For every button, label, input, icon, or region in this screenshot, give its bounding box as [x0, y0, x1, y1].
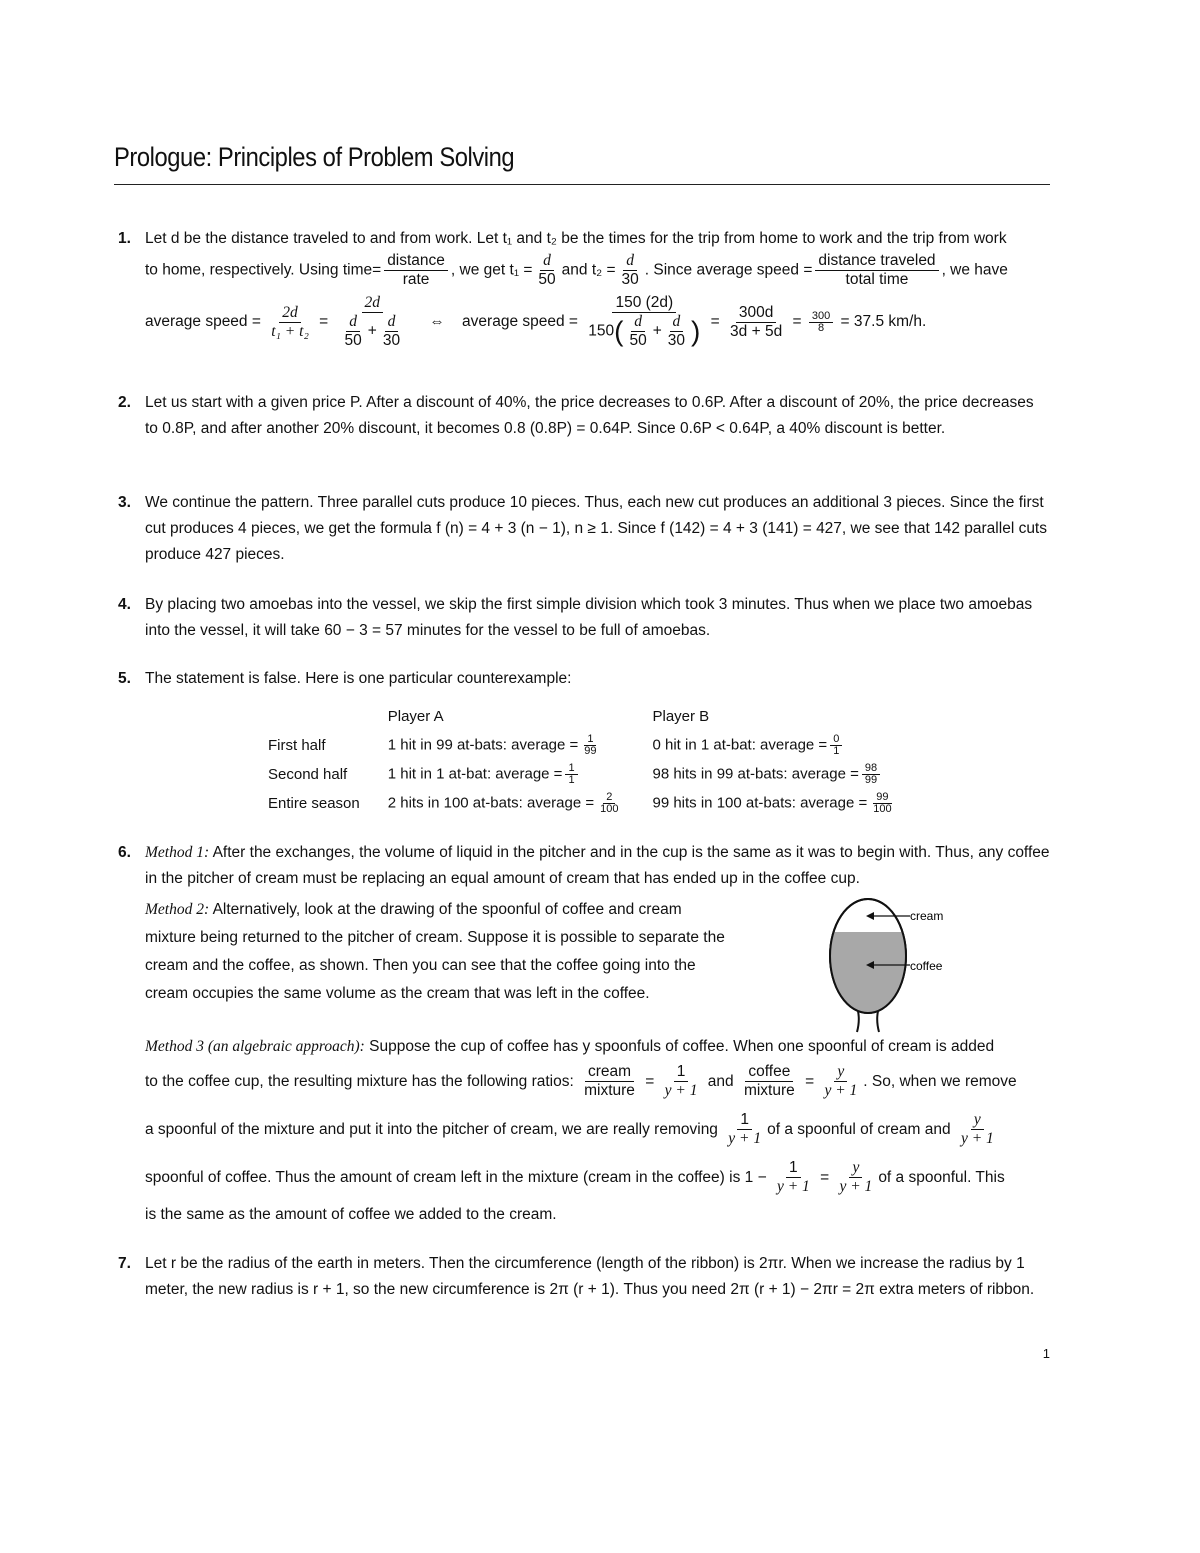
fraction: $\frac{y}{y + 1}$: [824, 1063, 858, 1100]
problem-number: 4.: [118, 596, 131, 613]
coffee-fill: [828, 932, 908, 1022]
problem-1: [118, 226, 1050, 252]
method-3-line5: is the same as the amount of coffee we added to the cream.: [145, 1206, 557, 1223]
problem-4: [118, 592, 1050, 644]
fraction: 150 (2d) 150( $\frac{d}{50}$ + $\frac{d}{30}$ ): [588, 294, 701, 349]
problem-7-text: Let r be the radius of the earth in meters. Then the circumference (length of the ribbon) is 2πr. When we increase the radius by 1 meter, the new radius is r + 1, so the new circumference is 2π (r + 1). Thus you need 2π (r + 1) − 2πr = 2π extra meters of ribbon.: [145, 1255, 1035, 1298]
row-label: Second half: [268, 766, 348, 783]
cream-label: cream: [910, 909, 944, 923]
column-header: Player A: [387, 708, 444, 725]
fraction: $\frac{\text{coffee}}{\text{mixture}}$: [743, 1063, 795, 1100]
problem-number: 6.: [118, 844, 131, 861]
method-label: Method 2:: [145, 901, 210, 918]
fraction: $\frac{2d}{\text{t₁ + t₂}}$: [271, 303, 309, 340]
method-3-line4: spoonful of coffee. Thus the amount of cream left in the mixture (cream in the coffee) is 1 − $\frac{1}{y + 1}$ = $\frac{y}{y + 1}$ of a spoonful. This: [145, 1159, 1005, 1196]
method-3-line2: to the coffee cup, the resulting mixture has the following ratios: $\frac{\text{cream}}{\text{mixture}}$ = $\frac{1}{y + 1}$ and $\frac{\text{coffee}}{\text{mixture}}$ = $\frac{y}{y + 1}$ . So, when we remove: [145, 1063, 1017, 1100]
table-row: First half 1 hit in 99 at-bats: average = $\frac{1}{99}$ 0 hit in 1 at-bat: average = $\frac{0}{1}$: [268, 731, 926, 760]
coffee-label: coffee: [910, 959, 943, 973]
problem-number: 7.: [118, 1255, 131, 1272]
fraction: $\frac{1}{y + 1}$: [728, 1111, 762, 1148]
problem-3-text: We continue the pattern. Three parallel cuts produce 10 pieces. Thus, each new cut produces an additional 3 pieces. Since the first cut produces 4 pieces, we get the formula f (n) = 4 + 3 (n − 1), n ≥ 1. Since f (142) = 4 + 3 (141) = 427, we see that 142 parallel cuts produce 427 pieces.: [145, 494, 1047, 563]
problem-5-text: The statement is false. Here is one particular counterexample:: [145, 670, 572, 687]
problem-5: [118, 666, 1050, 692]
fraction: $\frac{d}{30}$: [621, 252, 639, 288]
fraction: $\frac{y}{y + 1}$: [839, 1159, 873, 1196]
spoon-handle: [857, 1011, 879, 1032]
fraction: $\frac{\text{distance traveled}}{\text{total time}}$: [815, 252, 938, 289]
problem-number: 5.: [118, 670, 131, 687]
problem-number: 3.: [118, 494, 131, 511]
fraction: $\frac{300}{8}$: [809, 311, 833, 334]
problem-6: 6. Method 1: After the exchanges, the volume of liquid in the pitcher and in the cup is the same as it was to begin with. Thus, any coffee in the pitcher of cream must be replacing an equal amount of cream that has ended up in the coffee cup.: [145, 840, 1050, 892]
batting-table: [268, 702, 926, 818]
problem-4-text: By placing two amoebas into the vessel, we skip the first simple division which took 3 minutes. Thus when we place two amoebas into the vessel, it will take 60 − 3 = 57 minutes for the vessel to be full of amoebas.: [145, 596, 1033, 639]
fraction: $\frac{1}{y + 1}$: [776, 1159, 810, 1196]
problem-number: 2.: [118, 394, 131, 411]
row-label: First half: [268, 737, 326, 754]
equivalence-symbol: ⇔: [429, 313, 445, 331]
fraction: 2d $\frac{d}{50}$ + $\frac{d}{30}$: [344, 294, 401, 349]
table-header-row: [268, 702, 926, 731]
method-3-line1: Method 3 (an algebraic approach): Suppose the cup of coffee has y spoonfuls of coffee. When one spoonful of cream is added: [145, 1038, 995, 1055]
fraction: $\frac{y}{y + 1}$: [960, 1111, 994, 1148]
problem-2: [118, 390, 1050, 442]
page-number: 1: [1042, 1346, 1050, 1361]
method-2-text: Method 2: Alternatively, look at the drawing of the spoonful of coffee and cream mixture being returned to the pitcher of cream. Suppose it is possible to separate the cream and the coffee, as shown. Then you can see that the coffee going into the cream occupies the same volume as the cream that was left in the coffee.: [145, 901, 725, 1002]
problem-7: [118, 1251, 1050, 1303]
table-row: Second half 1 hit in 1 at-bat: average = $\frac{1}{1}$ 98 hits in 99 at-bats: average = $\frac{98}{99}$: [268, 760, 926, 789]
method-label: Method 3 (an algebraic approach):: [145, 1038, 365, 1055]
table-row: Entire season 2 hits in 100 at-bats: average = $\frac{2}{100}$ 99 hits in 100 at-bats: average = $\frac{99}{100}$: [268, 789, 926, 818]
problem-1-line3: average speed = $\frac{2d}{\text{t₁ + t₂}}$ = 2d $\frac{d}{50}$ + $\frac{d}{30}$ ⇔ average speed = 150 (2d) 150( $\frac{d}{50}$ + $\frac{d}{30}$ ) = $\frac{300d}{3d + 5d}$ = $\frac{300}{8}$ = 37.5 km/h.: [145, 294, 927, 349]
method-3-line3: a spoonful of the mixture and put it into the pitcher of cream, we are really removing $\frac{1}{y + 1}$ of a spoonful of cream and $\frac{y}{y + 1}$: [145, 1110, 1050, 1150]
fraction: $\frac{1}{y + 1}$: [664, 1063, 698, 1100]
problem-number: 1.: [118, 230, 131, 247]
problem-3: [118, 490, 1050, 568]
fraction: $\frac{300d}{3d + 5d}$: [730, 303, 783, 340]
fraction: $\frac{\text{cream}}{\text{mixture}}$: [584, 1063, 635, 1100]
method-label: Method 1:: [145, 844, 210, 861]
fraction: $\frac{d}{50}$: [538, 252, 556, 288]
column-header: Player B: [652, 708, 710, 725]
row-label: Entire season: [268, 795, 360, 812]
spoon-diagram: [820, 896, 960, 1036]
title-rule: [114, 184, 1050, 185]
problem-1-line1: Let d be the distance traveled to and from work. Let t₁ and t₂ be the times for the trip from home to work and the trip from work: [145, 230, 1007, 247]
page-title: Prologue: Principles of Problem Solving: [114, 142, 515, 172]
problem-2-text: Let us start with a given price P. After a discount of 40%, the price decreases to 0.6P. After a discount of 20%, the price decreases to 0.8P, and after another 20% discount, it becomes 0.8 (0.8P) = 0.64P. Since 0.6P < 0.64P, a 40% discount is better.: [145, 394, 1034, 437]
fraction: $\frac{\text{distance}}{\text{rate}}$: [384, 252, 448, 289]
problem-1-line2: to home, respectively. Using time= $\frac{\text{distance}}{\text{rate}}$ , we get t₁ = $\frac{d}{50}$ and t₂ = $\frac{d}{30}$ . Since average speed = $\frac{\text{distance traveled}}{\text{total time}}$ , we have: [145, 252, 1008, 288]
